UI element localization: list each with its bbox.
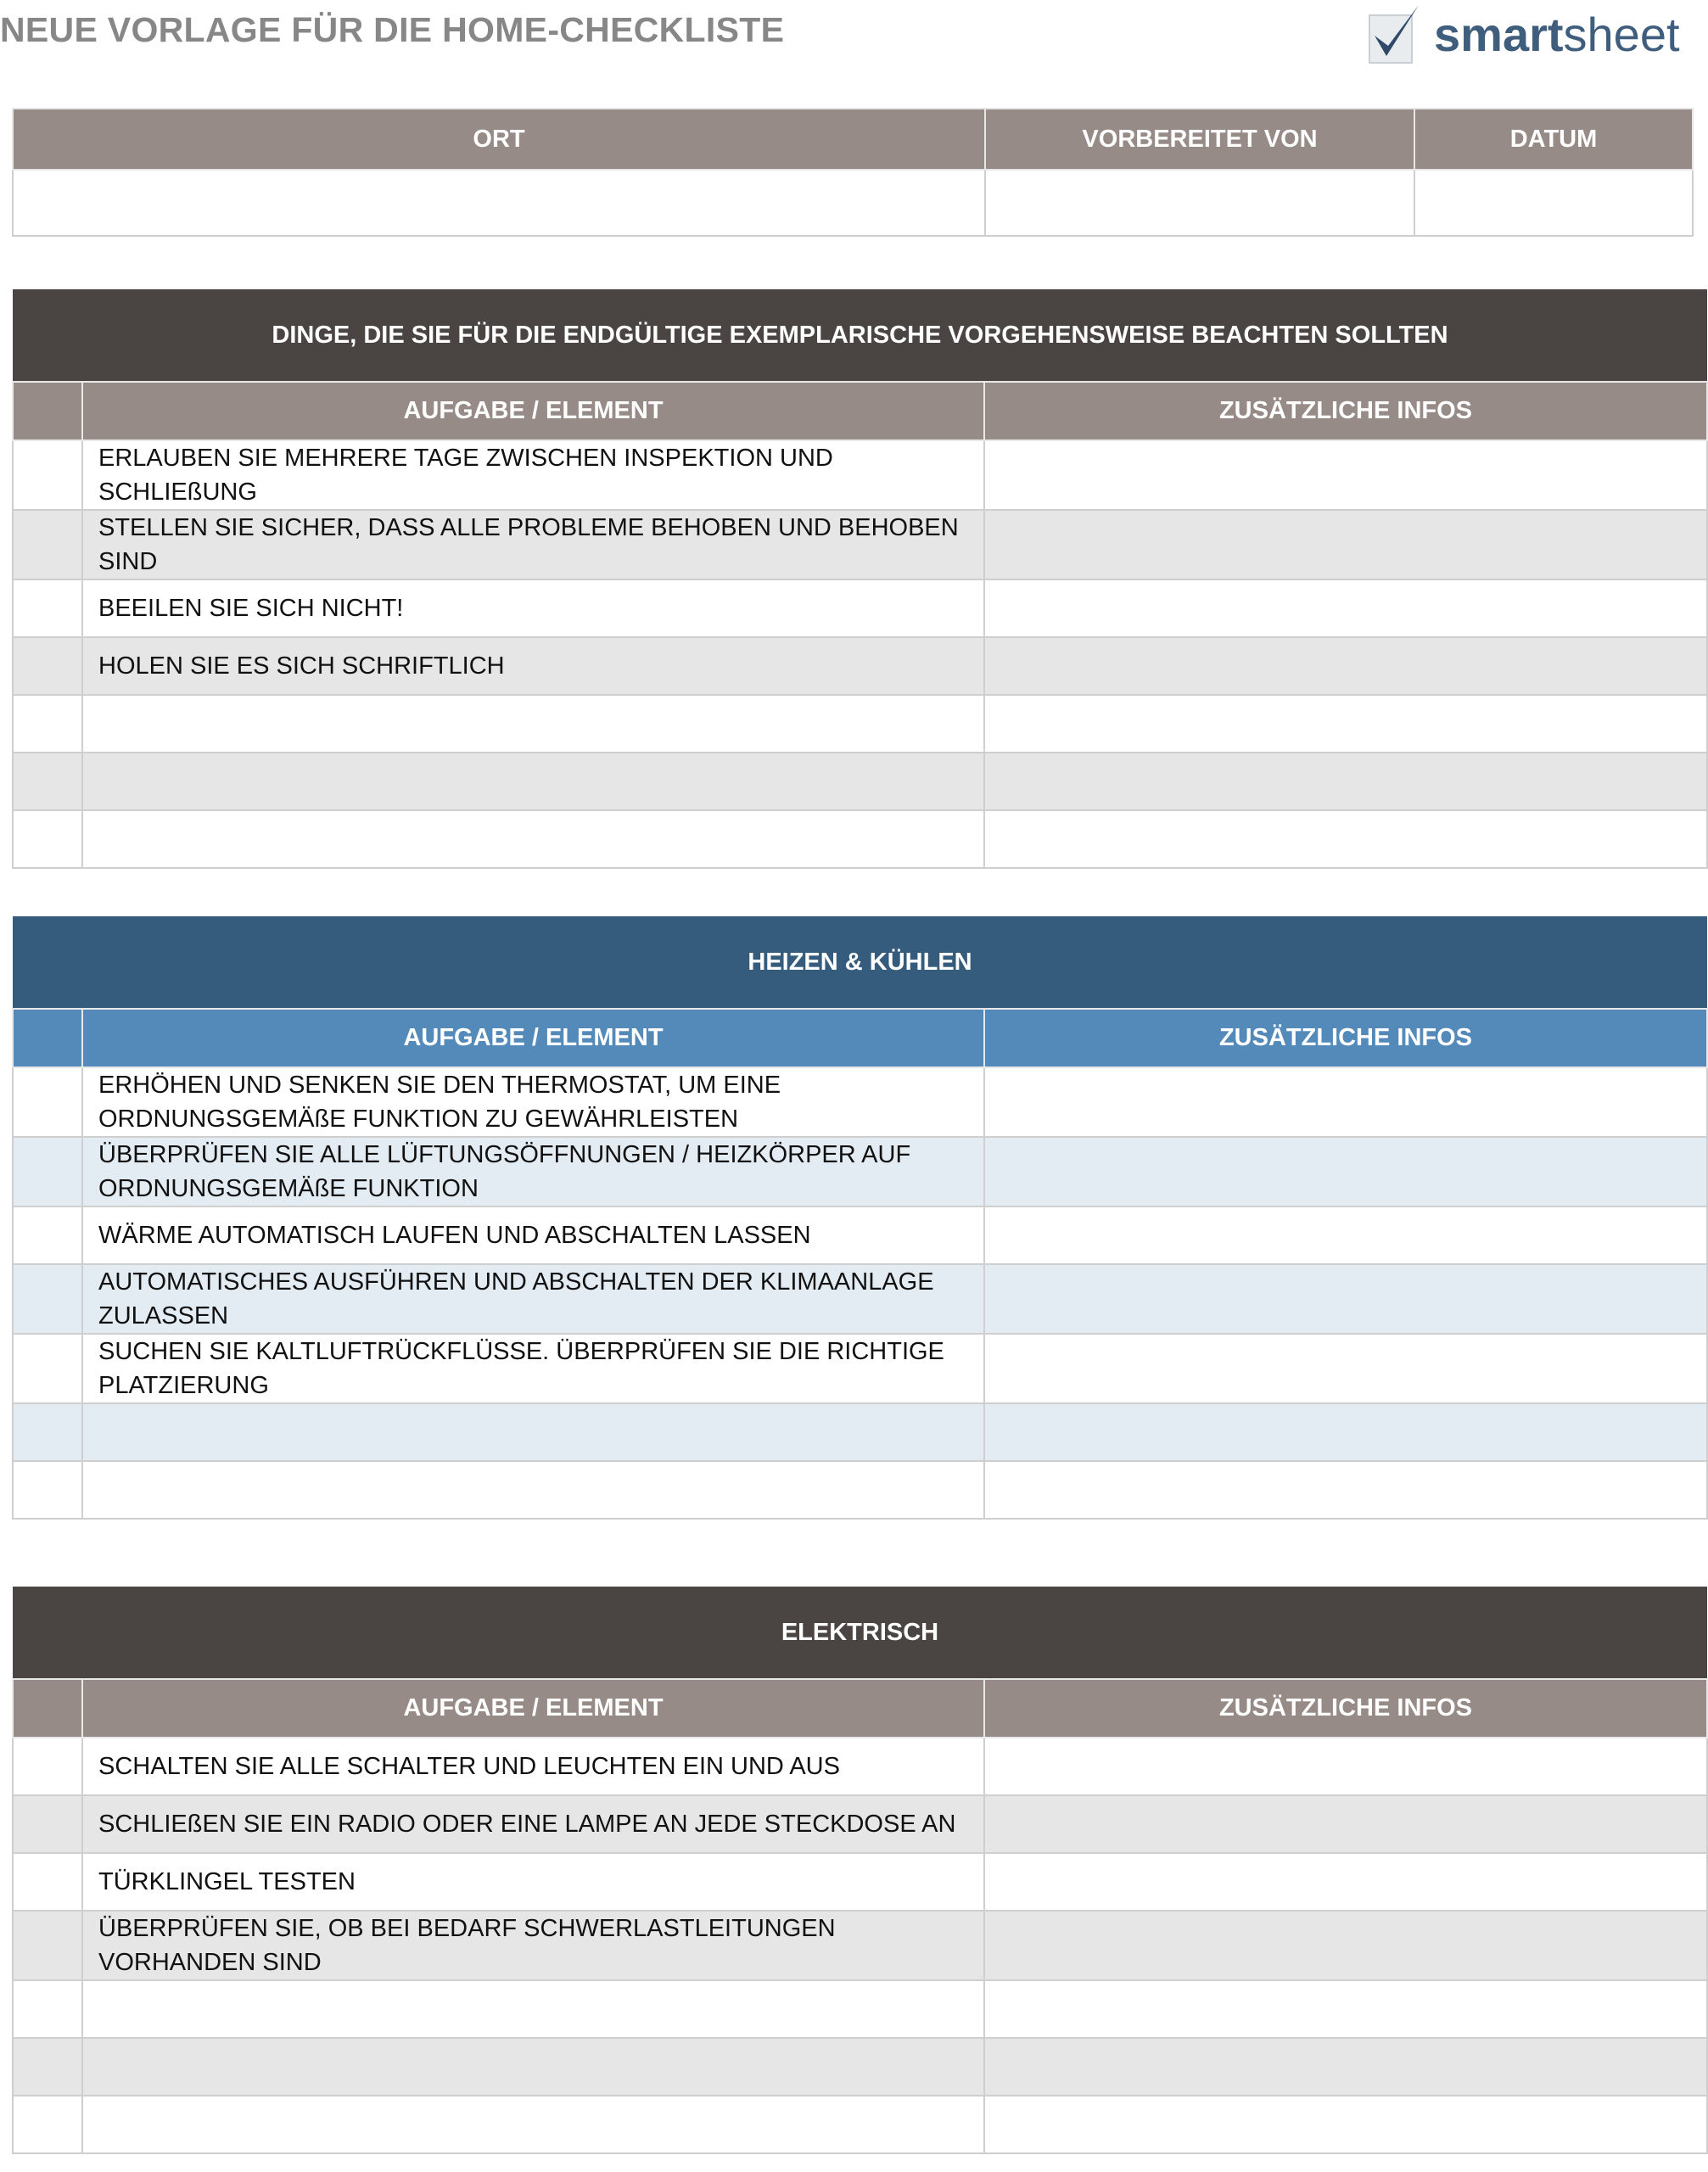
row-checkbox[interactable]	[13, 695, 82, 753]
table-row	[13, 2096, 1707, 2153]
info-column-header: ZUSÄTZLICHE INFOS	[984, 1679, 1707, 1738]
task-cell[interactable]	[82, 810, 984, 868]
section-title: ELEKTRISCH	[13, 1587, 1707, 1679]
table-row	[13, 695, 1707, 753]
logo-wordmark: smartsheet	[1434, 8, 1680, 61]
checkbox-column-header	[13, 1009, 82, 1067]
task-cell[interactable]	[82, 1403, 984, 1461]
row-checkbox[interactable]	[13, 1334, 82, 1403]
task-cell[interactable]: ÜBERPRÜFEN SIE ALLE LÜFTUNGSÖFFNUNGEN / HEIZKÖRPER AUF ORDNUNGSGEMÄßE FUNKTION	[82, 1137, 984, 1206]
task-cell[interactable]: SCHALTEN SIE ALLE SCHALTER UND LEUCHTEN EIN UND AUS	[82, 1738, 984, 1795]
ort-field[interactable]	[13, 170, 985, 236]
task-column-header: AUFGABE / ELEMENT	[82, 382, 984, 440]
task-cell[interactable]: TÜRKLINGEL TESTEN	[82, 1853, 984, 1911]
info-cell[interactable]	[984, 1461, 1707, 1519]
task-cell[interactable]	[82, 695, 984, 753]
table-row	[13, 510, 1707, 579]
table-row	[13, 1334, 1707, 1403]
info-cell[interactable]	[984, 1137, 1707, 1206]
row-checkbox[interactable]	[13, 810, 82, 868]
info-cell[interactable]	[984, 810, 1707, 868]
info-column-header: ZUSÄTZLICHE INFOS	[984, 382, 1707, 440]
row-checkbox[interactable]	[13, 1137, 82, 1206]
row-checkbox[interactable]	[13, 2038, 82, 2096]
task-cell[interactable]: SUCHEN SIE KALTLUFTRÜCKFLÜSSE. ÜBERPRÜFEN SIE DIE RICHTIGE PLATZIERUNG	[82, 1334, 984, 1403]
info-cell[interactable]	[984, 1795, 1707, 1853]
info-cell[interactable]	[984, 1853, 1707, 1911]
table-row	[13, 1795, 1707, 1853]
row-checkbox[interactable]	[13, 1461, 82, 1519]
info-cell[interactable]	[984, 1067, 1707, 1137]
section-title: DINGE, DIE SIE FÜR DIE ENDGÜLTIGE EXEMPLARISCHE VORGEHENSWEISE BEACHTEN SOLLTEN	[13, 289, 1707, 382]
info-cell[interactable]	[984, 637, 1707, 695]
section-electrical	[12, 1587, 1708, 2154]
row-checkbox[interactable]	[13, 579, 82, 637]
task-cell[interactable]: BEEILEN SIE SICH NICHT!	[82, 579, 984, 637]
row-checkbox[interactable]	[13, 1980, 82, 2038]
info-cell[interactable]	[984, 2096, 1707, 2153]
info-cell[interactable]	[984, 1334, 1707, 1403]
task-cell[interactable]	[82, 1461, 984, 1519]
row-checkbox[interactable]	[13, 637, 82, 695]
section-title: HEIZEN & KÜHLEN	[13, 916, 1707, 1009]
table-row	[13, 1980, 1707, 2038]
task-cell[interactable]: ERLAUBEN SIE MEHRERE TAGE ZWISCHEN INSPEKTION UND SCHLIEßUNG	[82, 440, 984, 510]
page-title: NEUE VORLAGE FÜR DIE HOME-CHECKLISTE	[0, 10, 785, 49]
table-row	[13, 579, 1707, 637]
row-checkbox[interactable]	[13, 1911, 82, 1980]
task-column-header: AUFGABE / ELEMENT	[82, 1009, 984, 1067]
row-checkbox[interactable]	[13, 1264, 82, 1334]
task-cell[interactable]: HOLEN SIE ES SICH SCHRIFTLICH	[82, 637, 984, 695]
row-checkbox[interactable]	[13, 510, 82, 579]
info-cell[interactable]	[984, 1911, 1707, 1980]
row-checkbox[interactable]	[13, 440, 82, 510]
section-heating-cooling	[12, 916, 1708, 1520]
info-column-header: ZUSÄTZLICHE INFOS	[984, 1009, 1707, 1067]
header-ort: ORT	[13, 109, 985, 170]
table-row	[13, 1067, 1707, 1137]
header-vorbereitet-von: VORBEREITET VON	[985, 109, 1414, 170]
checkbox-column-header	[13, 1679, 82, 1738]
row-checkbox[interactable]	[13, 1206, 82, 1264]
table-row	[13, 2038, 1707, 2096]
row-checkbox[interactable]	[13, 753, 82, 810]
info-cell[interactable]	[984, 753, 1707, 810]
table-row	[13, 1911, 1707, 1980]
row-checkbox[interactable]	[13, 1738, 82, 1795]
table-row	[13, 637, 1707, 695]
smartsheet-logo	[1366, 0, 1701, 70]
checkmark-logo-icon	[1366, 3, 1425, 66]
info-cell[interactable]	[984, 1980, 1707, 2038]
info-cell[interactable]	[984, 695, 1707, 753]
info-cell[interactable]	[984, 1403, 1707, 1461]
table-row	[13, 1137, 1707, 1206]
info-cell[interactable]	[984, 1738, 1707, 1795]
info-cell[interactable]	[984, 510, 1707, 579]
table-row	[13, 1206, 1707, 1264]
info-cell[interactable]	[984, 2038, 1707, 2096]
row-checkbox[interactable]	[13, 1067, 82, 1137]
table-row	[13, 753, 1707, 810]
task-cell[interactable]: STELLEN SIE SICHER, DASS ALLE PROBLEME BEHOBEN UND BEHOBEN SIND	[82, 510, 984, 579]
info-table	[12, 108, 1694, 237]
task-cell[interactable]: ERHÖHEN UND SENKEN SIE DEN THERMOSTAT, UM EINE ORDNUNGSGEMÄßE FUNKTION ZU GEWÄHRLEISTEN	[82, 1067, 984, 1137]
task-cell[interactable]: ÜBERPRÜFEN SIE, OB BEI BEDARF SCHWERLASTLEITUNGEN VORHANDEN SIND	[82, 1911, 984, 1980]
task-cell[interactable]	[82, 2096, 984, 2153]
task-column-header: AUFGABE / ELEMENT	[82, 1679, 984, 1738]
task-cell[interactable]	[82, 1980, 984, 2038]
row-checkbox[interactable]	[13, 1853, 82, 1911]
row-checkbox[interactable]	[13, 2096, 82, 2153]
table-row	[13, 1264, 1707, 1334]
table-row	[13, 1461, 1707, 1519]
task-cell[interactable]	[82, 753, 984, 810]
task-cell[interactable]: WÄRME AUTOMATISCH LAUFEN UND ABSCHALTEN LASSEN	[82, 1206, 984, 1264]
task-cell[interactable]	[82, 2038, 984, 2096]
task-cell[interactable]: SCHLIEßEN SIE EIN RADIO ODER EINE LAMPE AN JEDE STECKDOSE AN	[82, 1795, 984, 1853]
task-cell[interactable]: AUTOMATISCHES AUSFÜHREN UND ABSCHALTEN DER KLIMAANLAGE ZULASSEN	[82, 1264, 984, 1334]
info-cell[interactable]	[984, 1264, 1707, 1334]
checkbox-column-header	[13, 382, 82, 440]
section-final-walkthrough	[12, 289, 1708, 869]
vorbereitet-von-field[interactable]	[985, 170, 1414, 236]
header-datum: DATUM	[1414, 109, 1693, 170]
row-checkbox[interactable]	[13, 1795, 82, 1853]
table-row	[13, 1403, 1707, 1461]
table-row	[13, 440, 1707, 510]
info-cell[interactable]	[984, 1206, 1707, 1264]
table-row	[13, 810, 1707, 868]
info-cell[interactable]	[984, 440, 1707, 510]
table-row	[13, 1738, 1707, 1795]
datum-field[interactable]	[1414, 170, 1693, 236]
row-checkbox[interactable]	[13, 1403, 82, 1461]
table-row	[13, 1853, 1707, 1911]
info-cell[interactable]	[984, 579, 1707, 637]
